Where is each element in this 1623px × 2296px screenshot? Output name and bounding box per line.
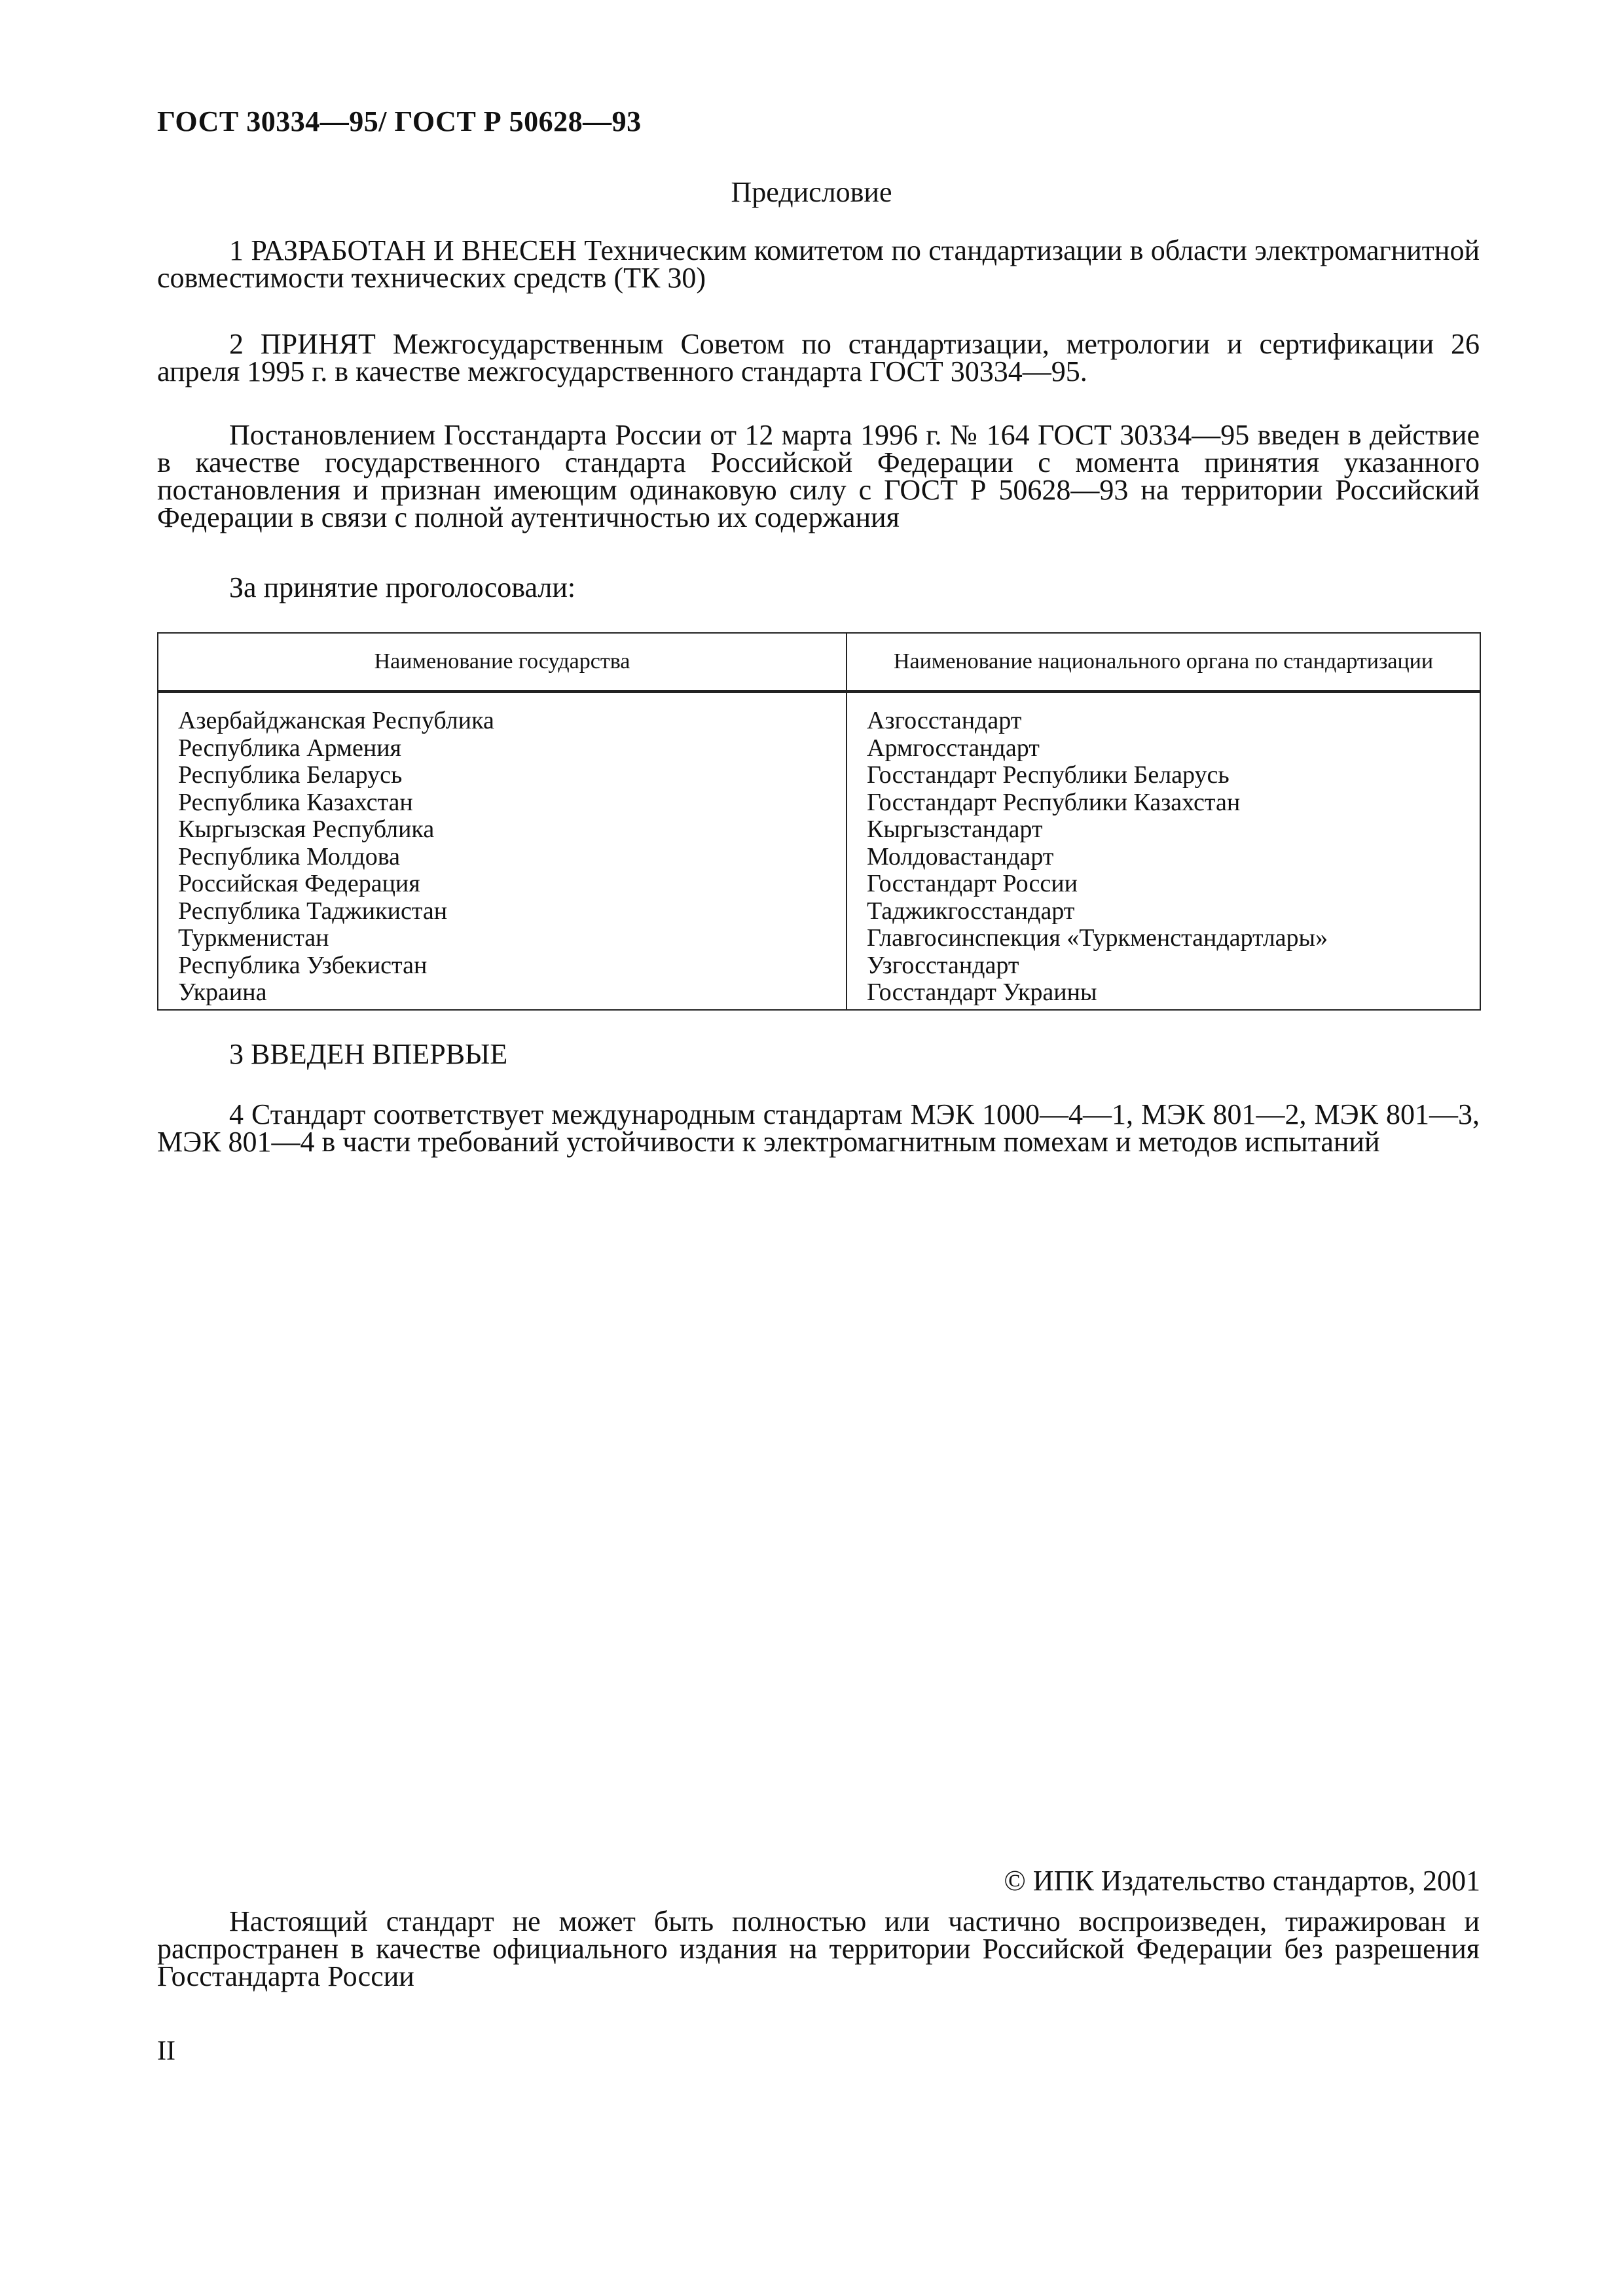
copyright-notice: © ИПК Издательство стандартов, 2001 [1004,1865,1480,1897]
voting-table [157,632,1481,1011]
paragraph-developed: 1 РАЗРАБОТАН И ВНЕСЕН Техническим комитетом по стандартизации в области электромагнитной совместимости технических средств (ТК 30) [157,234,1480,294]
paragraph-adopted: 2 ПРИНЯТ Межгосударственным Советом по стандартизации, метрологии и сертификации 26 апреля 1995 г. в качестве межгосударственного стандарта ГОСТ 30334—95. [157,328,1480,387]
paragraph-introduced: 3 ВВЕДЕН ВПЕРВЫЕ [229,1038,508,1070]
state-cell: Туркменистан [178,924,329,952]
body-cell: Госстандарт Украины [867,978,1097,1006]
page-number: II [157,2036,175,2066]
header-body: Наименование национального органа по стандартизации [847,633,1480,692]
body-cell: Азгосстандарт [867,707,1022,734]
body-cell: Таджикгосстандарт [867,897,1075,925]
body-cell: Госстандарт Республики Казахстан [867,788,1241,816]
header-state: Наименование государства [158,633,847,692]
state-cell: Республика Казахстан [178,788,413,816]
paragraph-compliance: 4 Стандарт соответствует международным стандартам МЭК 1000—4—1, МЭК 801—2, МЭК 801—3, МЭК 801—4 в части требований устойчивости к электромагнитным помехам и методов испытаний [157,1098,1480,1158]
section-title: Предисловие [731,176,892,208]
state-cell: Республика Таджикистан [178,897,448,925]
state-cell: Республика Молдова [178,842,401,870]
body-cell: Армгосстандарт [867,734,1040,762]
body-cell: Молдовастандарт [867,842,1054,870]
state-cell: Кыргызская Республика [178,816,435,843]
table-row [158,692,1480,1010]
paragraph-resolution: Постановлением Госстандарта России от 12 марта 1996 г. № 164 ГОСТ 30334—95 введен в действие в качестве государственного стандарта Российской Федерации с момента принятия указанного постановления и признан имеющим одинаковую силу с ГОСТ Р 50628—93 на территории Российский Федерации в связи с полной аутентичностью их содержания [157,419,1480,533]
body-cell: Главгосинспекция «Туркменстандартлары» [867,924,1328,952]
state-cell: Республика Армения [178,734,402,762]
state-cell: Республика Беларусь [178,761,403,789]
table-header-row [158,633,1480,692]
paragraph-voted: За принятие проголосовали: [229,571,576,603]
document-designation: ГОСТ 30334—95/ ГОСТ Р 50628—93 [157,105,642,137]
paragraph-reproduction-notice: Настоящий стандарт не может быть полностью или частично воспроизведен, тиражирован и распространен в качестве официального издания на территории Российской Федерации без разрешения Госстандарта России [157,1905,1480,1992]
body-cell: Госстандарт России [867,870,1078,897]
state-cell: Азербайджанская Республика [178,707,494,734]
state-cell: Украина [178,978,267,1006]
state-cell: Российская Федерация [178,870,420,897]
bodies-column [847,692,1480,1010]
body-cell: Узгосстандарт [867,951,1019,979]
body-cell: Госстандарт Республики Беларусь [867,761,1230,789]
state-cell: Республика Узбекистан [178,951,428,979]
body-cell: Кыргызстандарт [867,816,1043,843]
states-column [158,692,847,1010]
